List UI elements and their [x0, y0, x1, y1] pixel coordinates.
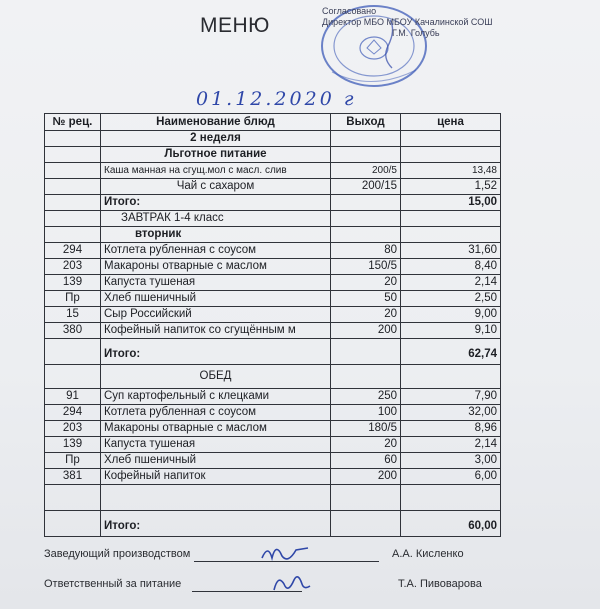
table-row	[45, 469, 501, 485]
signature-person: А.А. Кисленко	[392, 548, 464, 560]
dish-name: Суп картофельный с клецками	[101, 389, 331, 405]
recipe-number: 294	[45, 243, 101, 259]
recipe-number: Пр	[45, 453, 101, 469]
day-label: вторник	[101, 227, 331, 243]
table-row	[45, 389, 501, 405]
dish-price: 32,00	[401, 405, 501, 421]
column-header: № рец.	[45, 114, 101, 131]
table-header-row	[45, 114, 501, 131]
column-header: Выход	[331, 114, 401, 131]
dish-output: 20	[331, 437, 401, 453]
week-row	[45, 131, 501, 147]
total-label: Итого:	[101, 339, 331, 365]
dish-output: 50	[331, 291, 401, 307]
table-row	[45, 307, 501, 323]
dish-output: 20	[331, 307, 401, 323]
dish-name: Макароны отварные с маслом	[101, 259, 331, 275]
recipe-number: 139	[45, 437, 101, 453]
signature-role: Заведующий производством	[44, 548, 191, 560]
handwritten-signature	[266, 570, 316, 598]
recipe-number: 381	[45, 469, 101, 485]
dish-price: 2,50	[401, 291, 501, 307]
section-heading-row	[45, 211, 501, 227]
table-row	[45, 453, 501, 469]
total-value: 62,74	[401, 339, 501, 365]
approval-block	[322, 6, 522, 39]
dish-output: 250	[331, 389, 401, 405]
dish-name: Капуста тушеная	[101, 437, 331, 453]
dish-price: 9,00	[401, 307, 501, 323]
total-value: 60,00	[401, 511, 501, 537]
dish-price: 8,40	[401, 259, 501, 275]
privileged-heading-row	[45, 147, 501, 163]
dish-name: Каша манная на сгущ.мол с масл. слив	[101, 163, 331, 179]
dish-name: Кофейный напиток	[101, 469, 331, 485]
dish-output: 200	[331, 469, 401, 485]
dish-name: Хлеб пшеничный	[101, 291, 331, 307]
dish-price: 3,00	[401, 453, 501, 469]
dish-price: 9,10	[401, 323, 501, 339]
recipe-number: 203	[45, 259, 101, 275]
table-row	[45, 163, 501, 179]
signature-role: Ответственный за питание	[44, 578, 182, 590]
table-row	[45, 421, 501, 437]
dish-name: Котлета рубленная с соусом	[101, 243, 331, 259]
recipe-number: 139	[45, 275, 101, 291]
dish-output: 200/15	[331, 179, 401, 195]
privileged-heading: Льготное питание	[101, 147, 331, 163]
approval-line: Согласовано	[322, 6, 377, 16]
dish-output: 100	[331, 405, 401, 421]
table-row	[45, 405, 501, 421]
week-label: 2 неделя	[101, 131, 331, 147]
table-row	[45, 243, 501, 259]
dish-output: 180/5	[331, 421, 401, 437]
spacer-row	[45, 485, 501, 511]
dish-name: Хлеб пшеничный	[101, 453, 331, 469]
dish-output: 200	[331, 323, 401, 339]
total-label: Итого:	[101, 195, 331, 211]
column-header: Наименование блюд	[101, 114, 331, 131]
dish-name: Сыр Российский	[101, 307, 331, 323]
table-row	[45, 259, 501, 275]
section-heading-row	[45, 365, 501, 389]
recipe-number: 91	[45, 389, 101, 405]
menu-table	[44, 113, 501, 537]
dish-price: 2,14	[401, 275, 501, 291]
day-row	[45, 227, 501, 243]
signature-person: Т.А. Пивоварова	[398, 578, 482, 590]
approval-line: Директор МБО МБОУ Качалинской СОШ	[322, 17, 493, 27]
dish-name: Макароны отварные с маслом	[101, 421, 331, 437]
table-row	[45, 275, 501, 291]
dish-price: 2,14	[401, 437, 501, 453]
total-row	[45, 511, 501, 537]
total-row	[45, 339, 501, 365]
lunch-heading: ОБЕД	[101, 365, 331, 389]
total-row	[45, 195, 501, 211]
recipe-number: 380	[45, 323, 101, 339]
handwritten-date: 01.12.2020 г	[196, 88, 357, 110]
table-row	[45, 291, 501, 307]
dish-name: Котлета рубленная с соусом	[101, 405, 331, 421]
breakfast-heading: ЗАВТРАК 1-4 класс	[101, 211, 331, 227]
total-value: 15,00	[401, 195, 501, 211]
signature-line-production	[44, 548, 504, 566]
table-row	[45, 323, 501, 339]
dish-price: 7,90	[401, 389, 501, 405]
page-title: МЕНЮ	[200, 14, 270, 37]
total-label: Итого:	[101, 511, 331, 537]
dish-output: 80	[331, 243, 401, 259]
recipe-number: 15	[45, 307, 101, 323]
column-header: цена	[401, 114, 501, 131]
dish-price: 1,52	[401, 179, 501, 195]
dish-price: 8,96	[401, 421, 501, 437]
table-row	[45, 179, 501, 195]
dish-price: 13,48	[401, 163, 501, 179]
dish-name: Кофейный напиток со сгущённым м	[101, 323, 331, 339]
dish-output: 200/5	[331, 163, 401, 179]
recipe-number: 294	[45, 405, 101, 421]
signature-line-nutrition	[44, 578, 504, 596]
handwritten-signature	[256, 540, 316, 566]
table-row	[45, 437, 501, 453]
approval-line: Г.М. Голубь	[392, 28, 440, 38]
dish-output: 20	[331, 275, 401, 291]
recipe-number: Пр	[45, 291, 101, 307]
dish-name: Чай с сахаром	[101, 179, 331, 195]
dish-output: 60	[331, 453, 401, 469]
dish-price: 6,00	[401, 469, 501, 485]
dish-name: Капуста тушеная	[101, 275, 331, 291]
dish-output: 150/5	[331, 259, 401, 275]
dish-price: 31,60	[401, 243, 501, 259]
recipe-number: 203	[45, 421, 101, 437]
